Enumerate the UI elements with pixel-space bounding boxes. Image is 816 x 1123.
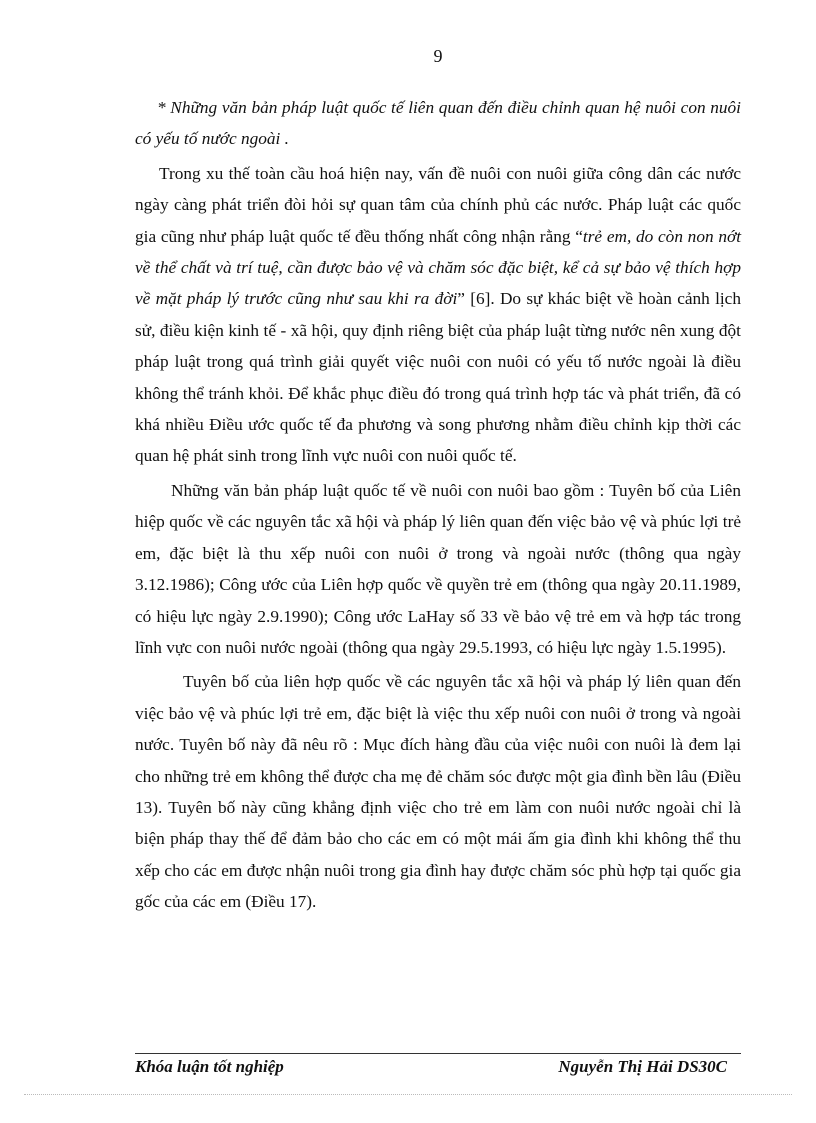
page-footer xyxy=(135,1057,741,1079)
footer-divider xyxy=(135,1053,741,1054)
footer-author: Nguyễn Thị Hải DS30C xyxy=(558,1057,727,1076)
paragraph-1 xyxy=(135,158,741,472)
section-heading: * Những văn bản pháp luật quốc tế liên quan đến điều chỉnh quan hệ nuôi con nuôi có yếu tố nước ngoài . xyxy=(135,98,741,149)
paragraph-2: Những văn bản pháp luật quốc tế về nuôi con nuôi bao gồm : Tuyên bố của Liên hiệp quốc về các nguyên tắc xã hội và pháp lý liên quan đến việc bảo vệ và phúc lợi trẻ em, đặc biệt là thu xếp nuôi con nuôi ở trong và ngoài nước (thông qua ngày 3.12.1986); Công ước của Liên hợp quốc về quyền trẻ em (thông qua ngày 20.11.1989, có hiệu lực ngày 2.9.1990); Công ước LaHay số 33 về bảo vệ trẻ em và hợp tác trong lĩnh vực con nuôi nước ngoài (thông qua ngày 29.5.1993, có hiệu lực ngày 1.5.1995). xyxy=(135,480,741,657)
paragraph-1-quote: trẻ em, do còn non nớt về thể chất và trí tuệ, cần được bảo vệ và chăm sóc đặc biệt, kể cả sự bảo vệ thích hợp về mặt pháp lý trước cũng như sau khi ra đời xyxy=(135,226,741,309)
footer-thesis-label: Khóa luận tốt nghiệp xyxy=(135,1057,284,1076)
paragraph-1-rest: ” [6]. Do sự khác biệt về hoàn cảnh lịch sử, điều kiện kinh tế - xã hội, quy định riêng biệt của pháp luật từng nước nên xung đột pháp luật trong quá trình giải quyết việc nuôi con nuôi có yếu tố nước ngoài là điều không thể tránh khỏi. Để khắc phục điều đó trong quá trình hợp tác và phát triển, đã có khá nhiều Điều ước quốc tế đa phương và song phương nhằm điều chỉnh kịp thời các quan hệ phát sinh trong lĩnh vực nuôi con nuôi quốc tế. xyxy=(135,289,741,466)
paragraph-1-intro: Trong xu thế toàn cầu hoá hiện nay, vấn đề nuôi con nuôi giữa công dân các nước ngày càng phát triển đòi hỏi sự quan tâm của chính phủ các nước. Pháp luật các quốc gia cũng như pháp luật quốc tế đều thống nhất công nhận rằng “ xyxy=(135,163,741,246)
document-body xyxy=(135,92,741,918)
paragraph-3: Tuyên bố của liên hợp quốc về các nguyên tắc xã hội và pháp lý liên quan đến việc bảo vệ và phúc lợi trẻ em, đặc biệt là việc thu xếp nuôi con nuôi ở trong và ngoài nước. Tuyên bố này đã nêu rõ : Mục đích hàng đầu của việc nuôi con nuôi là đem lại cho những trẻ em không thể được cha mẹ đẻ chăm sóc được một gia đình bền lâu (Điều 13). Tuyên bố này cũng khẳng định việc cho trẻ em làm con nuôi nước ngoài chỉ là biện pháp thay thế để đảm bảo cho các em có một mái ấm gia đình khi không thể thu xếp cho các em được nhận nuôi trong gia đình hay được chăm sóc phù hợp tại quốc gia gốc của các em (Điều 17). xyxy=(135,672,741,912)
page-boundary xyxy=(24,1094,792,1095)
page-number: 9 xyxy=(433,46,443,66)
